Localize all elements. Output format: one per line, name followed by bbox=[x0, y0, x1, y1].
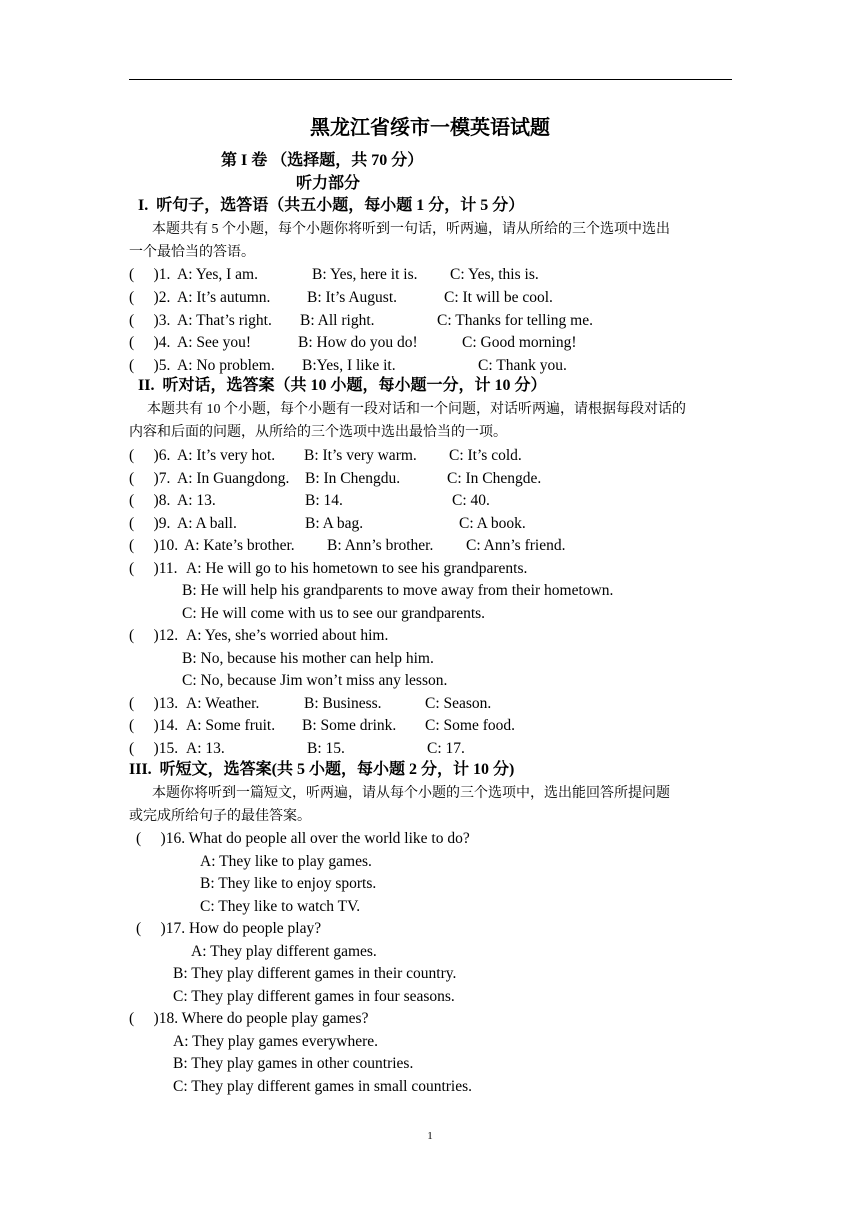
option-a: A: No problem. bbox=[177, 357, 275, 374]
question-number: ( )2. bbox=[129, 289, 171, 306]
question-number: ( )5. bbox=[129, 357, 171, 374]
option-b: B: A bag. bbox=[305, 515, 364, 532]
option-c: C: Yes, this is. bbox=[450, 266, 539, 283]
option-c: C: They play different games in four seasons. bbox=[173, 988, 455, 1005]
option-a: A: They play different games. bbox=[191, 943, 377, 960]
option-c: C: He will come with us to see our grandparents. bbox=[182, 605, 486, 622]
header-rule bbox=[129, 79, 732, 80]
option-b: B: Business. bbox=[304, 695, 382, 712]
option-a: A: Weather. bbox=[186, 695, 260, 712]
question-number: ( )3. bbox=[129, 312, 171, 329]
section3-intro: 本题你将听到一篇短文，听两遍，请从每个小题的三个选项中，选出能回答所提问题 bbox=[152, 786, 670, 801]
question-number: ( )7. bbox=[129, 470, 171, 487]
question-stem: ( )16. What do people all over the world like to do? bbox=[136, 830, 470, 847]
option-c: C: A book. bbox=[459, 515, 526, 532]
option-b: B: Yes, here it is. bbox=[312, 266, 418, 283]
question-number: ( )15. bbox=[129, 740, 179, 757]
page-title: 黑龙江省绥市一模英语试题 bbox=[310, 117, 550, 139]
option-c: C: No, because Jim won’t miss any lesson. bbox=[182, 672, 448, 689]
question-number: ( )6. bbox=[129, 447, 171, 464]
option-a: A: A ball. bbox=[177, 515, 237, 532]
section2-heading: II. 听对话，选答案（共 10 小题，每小题一分，计 10 分） bbox=[138, 377, 547, 394]
option-b: B:Yes, I like it. bbox=[302, 357, 396, 374]
section3-heading: III. 听短文，选答案(共 5 小题，每小题 2 分，计 10 分) bbox=[129, 761, 515, 778]
option-c: C: In Chengde. bbox=[447, 470, 542, 487]
option-c: C: Ann’s friend. bbox=[466, 537, 566, 554]
section1-intro: 一个最恰当的答语。 bbox=[129, 245, 255, 260]
question-number: ( )11. bbox=[129, 560, 178, 577]
option-b: B: They play different games in their country. bbox=[173, 965, 457, 982]
option-a: A: That’s right. bbox=[177, 312, 272, 329]
option-b: B: How do you do! bbox=[298, 334, 418, 351]
option-b: B: All right. bbox=[300, 312, 375, 329]
section2-intro: 本题共有 10 个小题，每个小题有一段对话和一个问题，对话听两遍，请根据每段对话的 bbox=[147, 402, 686, 417]
option-b: B: Ann’s brother. bbox=[327, 537, 434, 554]
option-b: B: 15. bbox=[307, 740, 345, 757]
option-c: C: Good morning! bbox=[462, 334, 577, 351]
option-a: A: See you! bbox=[177, 334, 252, 351]
option-b: B: It’s August. bbox=[307, 289, 398, 306]
option-c: C: Some food. bbox=[425, 717, 515, 734]
option-b: B: No, because his mother can help him. bbox=[182, 650, 434, 667]
option-a: A: Some fruit. bbox=[186, 717, 276, 734]
question-number: ( )10. bbox=[129, 537, 179, 554]
section2-intro: 内容和后面的问题，从所给的三个选项中选出最恰当的一项。 bbox=[129, 425, 507, 440]
option-b: B: In Chengdu. bbox=[305, 470, 401, 487]
option-b: B: It’s very warm. bbox=[304, 447, 417, 464]
option-a: A: 13. bbox=[186, 740, 225, 757]
option-c: C: It’s cold. bbox=[449, 447, 522, 464]
section3-intro: 或完成所给句子的最佳答案。 bbox=[129, 809, 311, 824]
option-a: A: 13. bbox=[177, 492, 216, 509]
option-a: A: He will go to his hometown to see his grandparents. bbox=[186, 560, 528, 577]
question-stem: ( )18. Where do people play games? bbox=[129, 1010, 369, 1027]
question-number: ( )8. bbox=[129, 492, 171, 509]
option-c: C: It will be cool. bbox=[444, 289, 553, 306]
option-b: B: 14. bbox=[305, 492, 343, 509]
volume-heading: 第 I 卷 （选择题，共 70 分） bbox=[221, 152, 424, 169]
question-number: ( )12. bbox=[129, 627, 179, 644]
option-a: A: They like to play games. bbox=[200, 853, 372, 870]
section1-heading: I. 听句子，选答语（共五小题，每小题 1 分，计 5 分） bbox=[138, 197, 525, 214]
option-c: C: Thank you. bbox=[478, 357, 567, 374]
option-c: C: 17. bbox=[427, 740, 465, 757]
page-number: 1 bbox=[427, 1130, 433, 1142]
section1-intro: 本题共有 5 个小题，每个小题你将听到一句话，听两遍，请从所给的三个选项中选出 bbox=[152, 222, 670, 237]
question-number: ( )1. bbox=[129, 266, 171, 283]
question-number: ( )13. bbox=[129, 695, 179, 712]
option-a: A: Yes, I am. bbox=[177, 266, 258, 283]
option-c: C: They like to watch TV. bbox=[200, 898, 361, 915]
option-c: C: Season. bbox=[425, 695, 492, 712]
option-c: C: They play different games in small countries. bbox=[173, 1078, 473, 1095]
option-a: A: It’s autumn. bbox=[177, 289, 271, 306]
question-number: ( )4. bbox=[129, 334, 171, 351]
option-a: A: Kate’s brother. bbox=[184, 537, 295, 554]
option-b: B: They play games in other countries. bbox=[173, 1055, 414, 1072]
question-stem: ( )17. How do people play? bbox=[136, 920, 322, 937]
option-c: C: Thanks for telling me. bbox=[437, 312, 593, 329]
option-b: B: They like to enjoy sports. bbox=[200, 875, 377, 892]
option-a: A: In Guangdong. bbox=[177, 470, 290, 487]
option-a: A: It’s very hot. bbox=[177, 447, 276, 464]
question-number: ( )14. bbox=[129, 717, 179, 734]
part-heading: 听力部分 bbox=[296, 175, 361, 192]
option-b: B: Some drink. bbox=[302, 717, 397, 734]
option-a: A: They play games everywhere. bbox=[173, 1033, 379, 1050]
option-b: B: He will help his grandparents to move away from their hometown. bbox=[182, 582, 614, 599]
option-c: C: 40. bbox=[452, 492, 490, 509]
option-a: A: Yes, she’s worried about him. bbox=[186, 627, 389, 644]
question-number: ( )9. bbox=[129, 515, 171, 532]
